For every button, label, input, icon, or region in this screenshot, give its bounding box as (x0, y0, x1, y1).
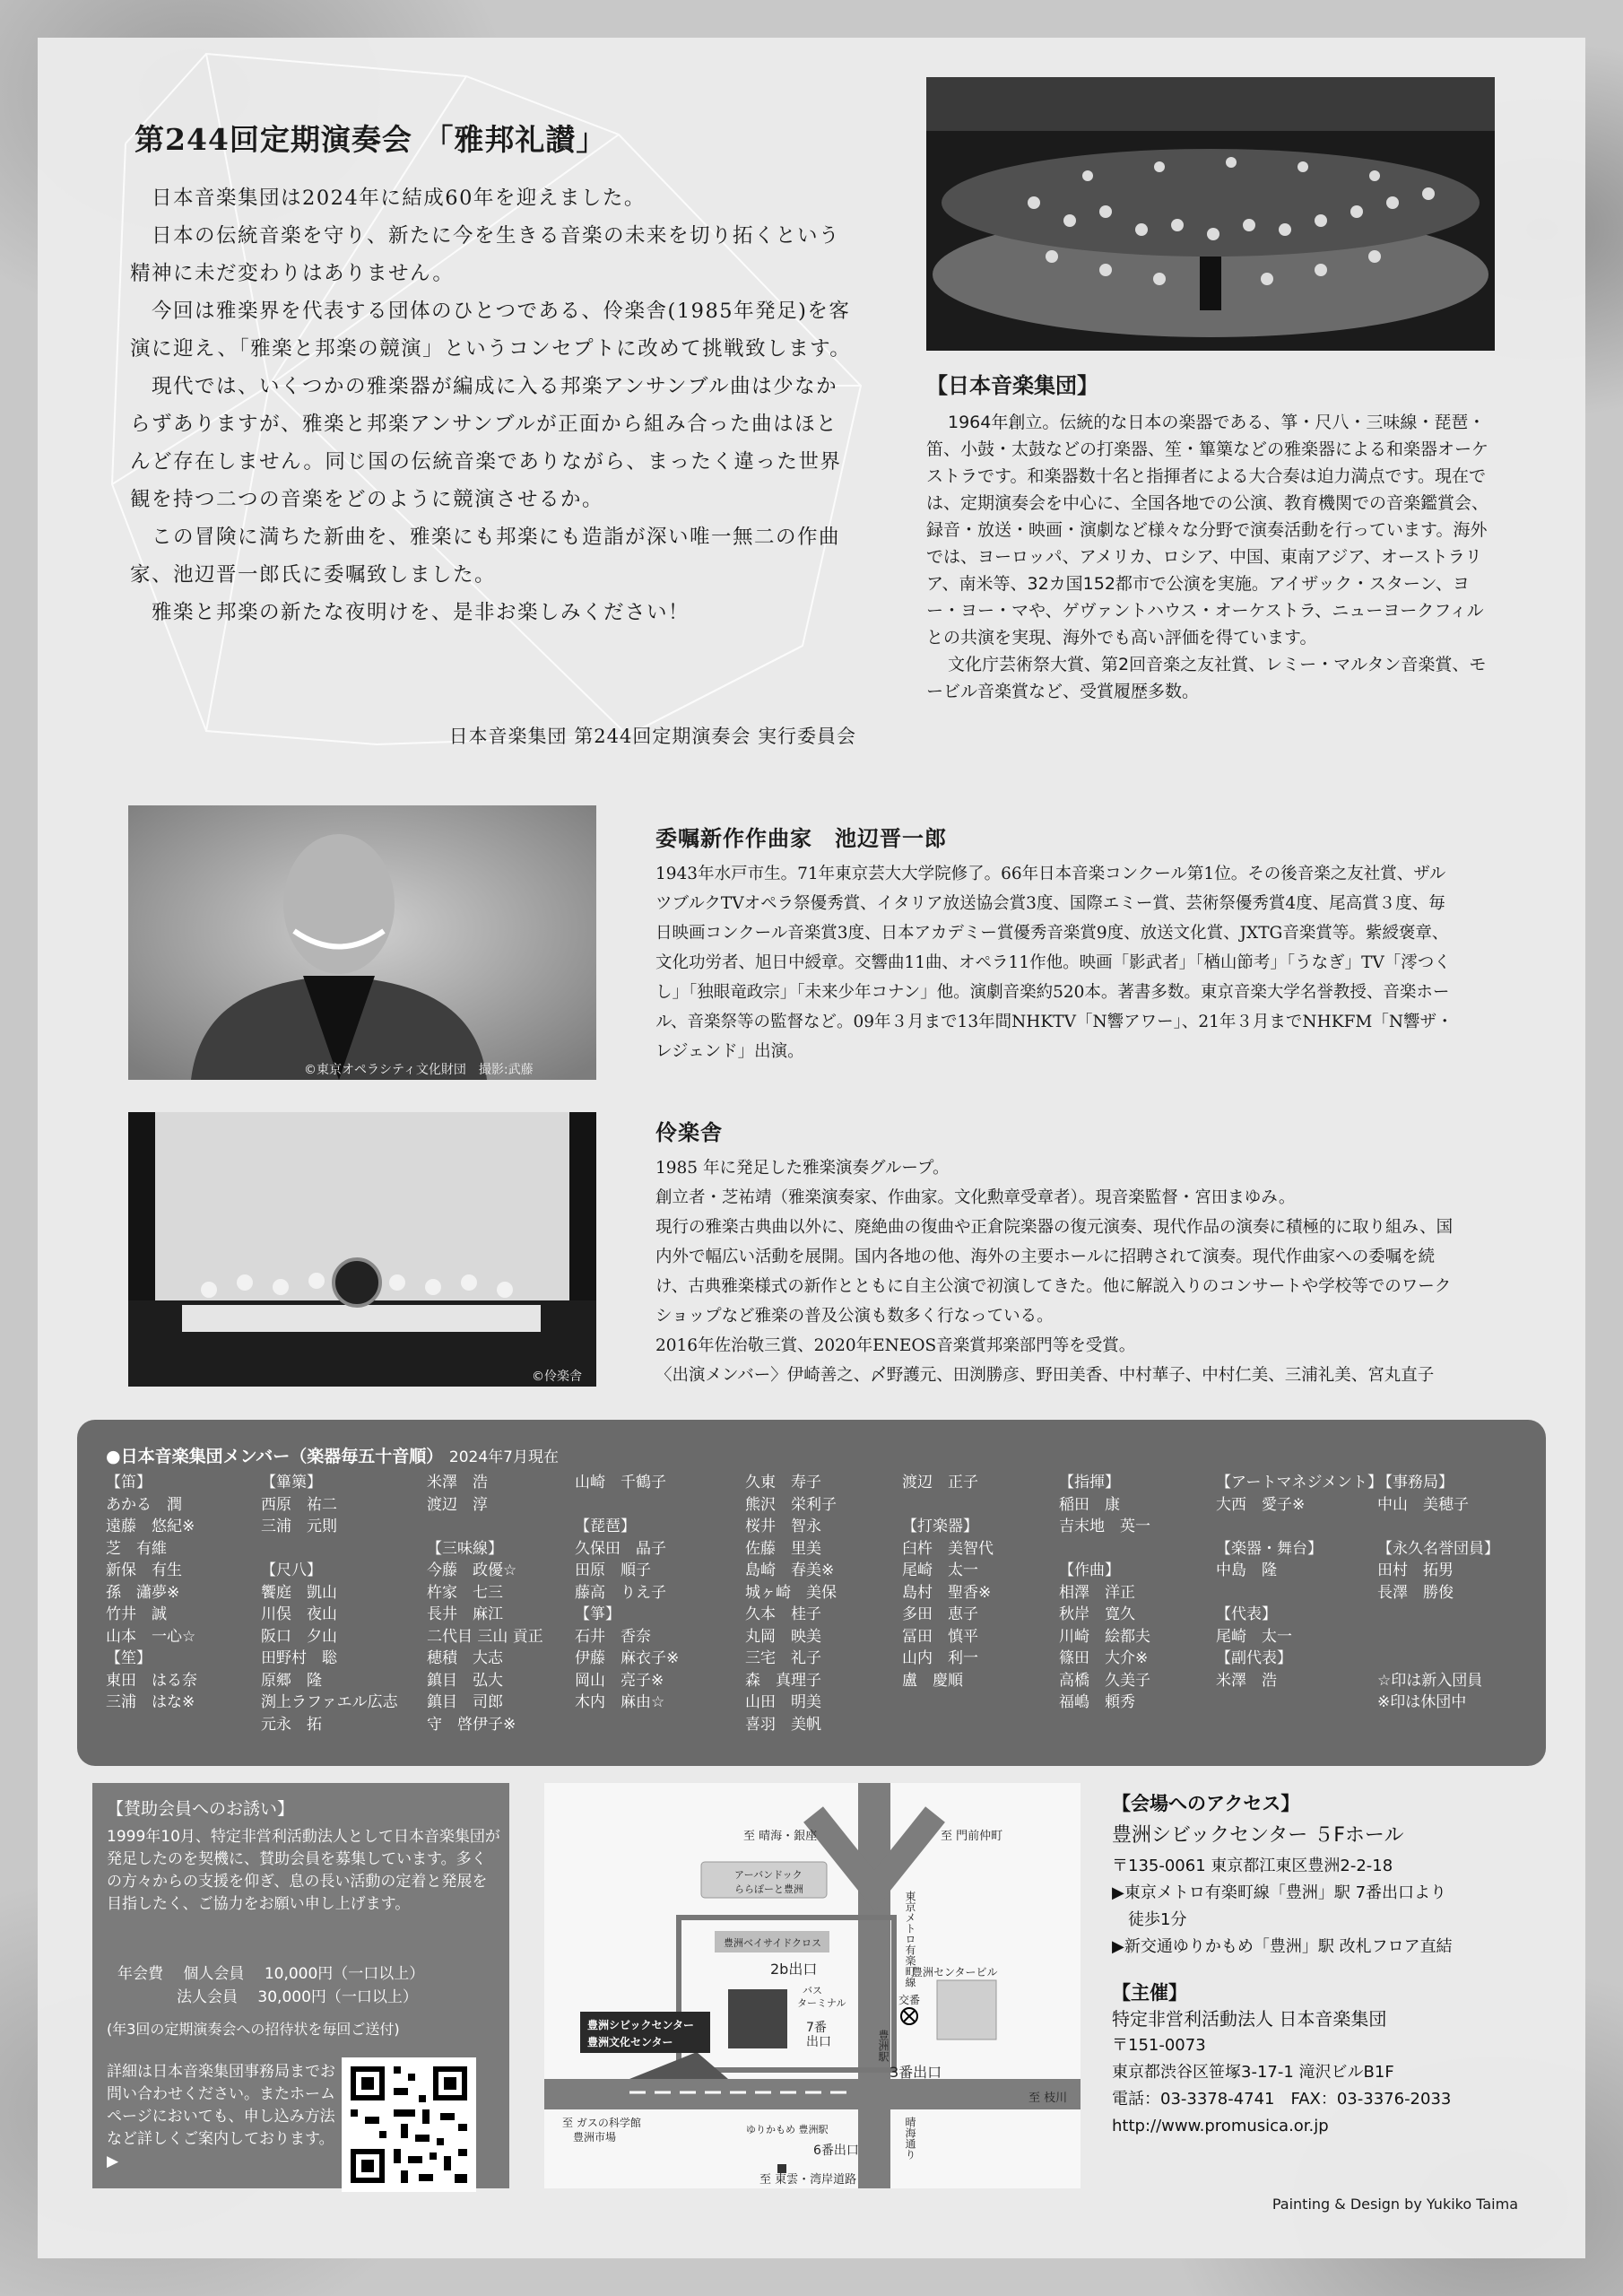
reigakusha-title: 伶楽舎 (655, 1120, 723, 1145)
member-entry: 高橋 久美子 (1059, 1671, 1150, 1690)
intro-paragraph: 日本音楽集団は2024年に結成60年を迎えました。 (152, 187, 646, 210)
member-entry: 石井 香奈 (575, 1627, 651, 1646)
map-road-horizontal (544, 2079, 1081, 2109)
member-entry: 【代表】 (1216, 1605, 1277, 1623)
fee-label: 年会費 (117, 1965, 163, 1983)
member-entry: ☆印は新入団員 (1377, 1671, 1483, 1690)
map-label: 東京メトロ有楽町線 (904, 1891, 916, 1987)
member-entry: 尾崎 太一 (902, 1561, 978, 1579)
map-road-vertical (858, 1783, 890, 2188)
reigakusha-bio-line: 2016年佐治敬三賞、2020年ENEOS音楽賞邦楽部門等を受賞。 (655, 1336, 1136, 1355)
members-heading-text: ●日本音楽集団メンバー（楽器毎五十音順） (106, 1447, 444, 1466)
map-label: バス (803, 1985, 822, 1996)
member-entry: 米澤 浩 (1216, 1671, 1277, 1690)
member-entry: 原郷 隆 (261, 1671, 322, 1690)
member-entry: 竹井 誠 (106, 1605, 167, 1623)
member-entry: 田原 順子 (575, 1561, 651, 1579)
member-entry: 【副代表】 (1216, 1649, 1292, 1667)
intro-paragraph: 雅楽と邦楽の新たな夜明けを、是非お楽しみください！ (152, 601, 690, 624)
member-entry: 島崎 春美※ (745, 1561, 835, 1579)
member-entry: 今藤 政優☆ (427, 1561, 517, 1579)
concert-title: 第244回定期演奏会 「雅邦礼讃」 (135, 122, 607, 157)
member-entry: 長井 麻江 (427, 1605, 503, 1623)
members-column (1059, 1472, 1150, 1714)
member-entry: 【指揮】 (1059, 1474, 1120, 1492)
access-info (1112, 1789, 1542, 2140)
member-entry: 渡辺 正子 (902, 1474, 978, 1492)
member-entry: ※印は休団中 (1377, 1693, 1467, 1711)
member-entry: 米澤 浩 (427, 1474, 488, 1492)
support-body: 1999年10月、特定非営利活動法人として日本音楽集団が発足したのを契機に、賛助会員を募集しています。多くの方々からの支援を仰ぎ、息の長い活動の定着と発展を目指したく、ご協力をお願い申し上げます。 (107, 1828, 500, 1913)
map-label: 豊洲市場 (573, 2131, 617, 2144)
map-label: 至 枝川 (1028, 2092, 1068, 2105)
member-entry: 稲田 康 (1059, 1495, 1120, 1514)
map-label: 豊洲センタービル (912, 1966, 998, 1979)
access-route: ▶東京メトロ有楽町線「豊洲」駅 7番出口より (1112, 1883, 1447, 1902)
support-title: 【賛助会員へのお誘い】 (107, 1799, 295, 1819)
map-label: 豊洲文化センター (587, 2036, 673, 2048)
map-label: 至 晴海・銀座 (743, 1830, 818, 1843)
members-column (1216, 1472, 1383, 1692)
member-entry: 中山 美穂子 (1377, 1495, 1469, 1514)
member-entry: 杵家 七三 (427, 1583, 503, 1602)
map-label: ゆりかもめ 豊洲駅 (746, 2124, 829, 2135)
map-label: 出口 (806, 2035, 831, 2049)
member-entry: 鎮目 弘大 (427, 1671, 503, 1690)
committee-signature: 日本音楽集団 第244回定期演奏会 実行委員会 (448, 726, 856, 747)
map-label: 3番出口 (890, 2064, 942, 2081)
composer-photo-caption: ©東京オペラシティ文化財団 撮影:武藤 (304, 1063, 534, 1077)
access-route: 徒歩1分 (1128, 1910, 1187, 1929)
member-entry (575, 1494, 679, 1517)
members-heading (106, 1443, 559, 1467)
member-entry: 【箏】 (575, 1605, 621, 1623)
qr-code-graphic (342, 2057, 476, 2192)
map-label: 至 ガスの科学館 (562, 2117, 641, 2129)
host-phone: 電話：03-3378-4741 FAX：03-3376-2033 (1112, 2090, 1452, 2109)
members-box (77, 1420, 1546, 1766)
composer-bio-text: 1943年水戸市生。71年東京芸大大学院修了。66年日本音楽コンクール第1位。その後音楽之友社賞、ザルツブルクTVオペラ祭優秀賞、イタリア放送協会賞3度、国際エミー賞、芸術祭優秀賞4度、尾高賞３度、毎日映画コンクール音楽賞3度、日本アカデミー賞優秀音楽賞9度、放送文化賞、JXTG音楽賞等。紫綬褒章、文化功労者、旭日中綬章。交響曲11曲、オペラ11作他。映画「影武者」「楢山節考」「うなぎ」TV「澪つくし」「独眼竜政宗」「未来少年コナン」他。演劇音楽約520本。著書多数。東京音楽大学名誉教授、音楽ホール、音楽祭等の監督など。09年３月まで13年間NHKTV「N響アワー」、21年３月までNHKFM「N響ザ・レジェンド」出演。 (655, 865, 1454, 1061)
member-entry: 盧 慶順 (902, 1671, 963, 1690)
map-label: 2b出口 (770, 1961, 818, 1978)
member-entry: 【三味線】 (427, 1539, 503, 1558)
member-entry (1216, 1582, 1383, 1605)
member-entry (1377, 1626, 1499, 1648)
members-column (902, 1472, 994, 1692)
group-description (926, 409, 1500, 705)
member-entry: 【笙】 (106, 1649, 152, 1667)
member-entry: 桜井 智永 (745, 1518, 821, 1535)
member-entry: 孫 瀟夢※ (106, 1583, 180, 1602)
reigakusha-bio-line: 創立者・芝祐靖（雅楽演奏家、作曲家。文化勲章受章者）。現音楽監督・宮田まゆみ。 (655, 1188, 1296, 1207)
member-entry: 穂積 大志 (427, 1649, 503, 1667)
member-entry (1377, 1648, 1499, 1670)
members-column (1377, 1472, 1499, 1714)
map-label: 6番出口 (813, 2144, 859, 2158)
member-entry: 新保 有生 (106, 1561, 182, 1579)
intro-paragraph: 今回は雅楽界を代表する団体のひとつである、伶楽舎(1985年発足)を客演に迎え、「雅楽と邦楽の競演」というコンセプトに改めて挑戦致します。 (130, 300, 852, 361)
composer-photo (128, 805, 596, 1080)
group-paragraph: 1964年創立。伝統的な日本の楽器である、箏・尺八・三味線・琵琶・笛、小鼓・太鼓などの打楽器、笙・篳篥などの雅楽器による和楽器オーケストラです。和楽器数十名と指揮者による大合奏は迫力満点です。現在では、定期演奏会を中心に、全国各地での公演、教育機関での音楽鑑賞会、録音・放送・映画・演劇など様々な分野で演奏活動を行っています。海外では、ヨーロッパ、アメリカ、ロシア、中国、東南アジア、オーストラリア、南米等、32カ国152都市で公演を実施。アイザック・スターン、ヨー・ヨー・マや、ゲヴァントハウス・オーケストラ、ニューヨークフィルとの共演を実現、海外でも高い評価を得ています。 (926, 413, 1489, 648)
members-column (745, 1472, 837, 1735)
member-entry: 岡山 亮子※ (575, 1671, 664, 1690)
map-block-civic-center (728, 1989, 787, 2048)
members-column (575, 1472, 679, 1714)
member-entry: 長澤 勝俊 (1377, 1583, 1454, 1602)
design-credit: Painting & Design by Yukiko Taima (1271, 2196, 1518, 2213)
member-entry: 【永久名誉団員】 (1377, 1539, 1499, 1558)
member-entry: 西原 祐二 (261, 1495, 337, 1514)
member-entry: 三浦 はな※ (106, 1693, 195, 1711)
members-column (427, 1472, 543, 1735)
member-entry: 多田 恵子 (902, 1605, 978, 1623)
members-date: 2024年7月現在 (448, 1448, 559, 1466)
composer-bio (655, 859, 1458, 1066)
support-fee-row (177, 1984, 418, 2006)
member-entry: 秋岸 寛久 (1059, 1605, 1135, 1623)
member-entry (261, 1538, 398, 1561)
member-entry: 田野村 聡 (261, 1649, 337, 1667)
member-entry: 三浦 元則 (261, 1518, 337, 1535)
map-label: 至 東雲・湾岸道路 (759, 2173, 857, 2187)
map-label: 交番 (898, 1994, 921, 2006)
member-entry: 福嶋 頼秀 (1059, 1693, 1135, 1711)
member-entry (1216, 1516, 1383, 1538)
orchestra-photo (926, 77, 1495, 351)
fee-type: 個人会員 (183, 1965, 245, 1983)
map-label: 豊洲シビックセンター (587, 2019, 695, 2031)
member-entry: 木内 麻由☆ (575, 1693, 665, 1711)
member-entry: 山内 利一 (902, 1649, 978, 1667)
member-entry: 【作曲】 (1059, 1561, 1120, 1579)
member-entry: 【アートマネジメント】 (1216, 1474, 1383, 1492)
member-entry: 丸岡 映美 (745, 1627, 821, 1646)
intro-paragraph: この冒険に満ちた新曲を、雅楽にも邦楽にも造詣が深い唯一無二の作曲家、池辺晋一郎氏に委嘱致しました。 (130, 526, 841, 587)
map-label: 豊洲ベイサイドクロス (724, 1937, 822, 1949)
fee-type: 法人会員 (177, 1988, 238, 2006)
member-entry: 川崎 絵都夫 (1059, 1627, 1150, 1646)
members-column (261, 1472, 398, 1735)
member-entry: 【篳篥】 (261, 1474, 322, 1492)
member-entry: 三宅 礼子 (745, 1649, 821, 1667)
member-entry: 鎮目 司郎 (427, 1693, 503, 1711)
member-entry: 渕上ラファエル広志 (261, 1693, 398, 1711)
member-entry: 【打楽器】 (902, 1518, 978, 1535)
map-label: アーバンドック (734, 1869, 803, 1881)
support-detail-link[interactable]: 詳細は日本音楽集団事務局までお問い合わせください。またホームページにおいても、申し込み方法など詳しくご案内しております。 ▶ (107, 2063, 335, 2170)
member-entry: 【琵琶】 (575, 1518, 636, 1535)
member-entry: 篠田 大介※ (1059, 1649, 1149, 1667)
intro-paragraph: 日本の伝統音楽を守り、新たに今を生きる音楽の未来を切り拓くという精神に未だ変わりはありません。 (130, 224, 841, 285)
access-route: ▶新交通ゆりかもめ「豊洲」駅 改札フロア直結 (1112, 1937, 1453, 1956)
member-entry: 川俣 夜山 (261, 1605, 337, 1623)
member-entry: 元永 拓 (261, 1715, 322, 1734)
member-entry: 吉末地 英一 (1059, 1518, 1150, 1535)
support-fee-row (117, 1961, 424, 1983)
map-label: 7番 (806, 2021, 827, 2035)
member-entry: 【笛】 (106, 1474, 152, 1492)
member-entry: 【楽器・舞台】 (1216, 1539, 1323, 1558)
reigakusha-bio-line: 1985 年に発足した雅楽演奏グループ。 (655, 1159, 950, 1178)
support-box (92, 1783, 509, 2188)
member-entry: 熊沢 栄利子 (745, 1495, 837, 1514)
member-entry (1059, 1538, 1150, 1561)
map-label: 豊洲駅 (877, 2030, 890, 2062)
member-entry: 久保田 晶子 (575, 1539, 666, 1558)
member-entry: 饗庭 凱山 (261, 1583, 337, 1602)
member-entry: 東田 はる奈 (106, 1671, 197, 1690)
support-note: (年3回の定期演奏会への招待状を毎回ご送付) (107, 2021, 400, 2038)
group-paragraph: 文化庁芸術祭大賞、第2回音楽之友社賞、レミー・マルタン音楽賞、モービル音楽賞など、受賞履歴多数。 (926, 655, 1487, 701)
member-entry: 森 真理子 (745, 1671, 821, 1690)
member-entry: 相澤 洋正 (1059, 1583, 1135, 1602)
intro-paragraph: 現代では、いくつかの雅楽器が編成に入る邦楽アンサンブル曲は少なからずありますが、雅楽と邦楽アンサンブルが正面から組み合った曲はほとんど存在しません。同じ国の伝統音楽でありながら、まったく違った世界観を持つ二つの音楽をどのように競演させるか。 (130, 375, 842, 511)
member-entry (1377, 1516, 1499, 1538)
reigakusha-bio-line: 現行の雅楽古典曲以外に、廃絶曲の復曲や正倉院楽器の復元演奏、現代作品の演奏に積極的に取り組み、国内外で幅広い活動を展開。国内各地の他、海外の主要ホールに招聘されて演奏。現代作曲家への委嘱を続け、古典雅楽様式の新作とともに自主公演で初演してきた。他に解説入りのコンサートや学校等でのワークショップなど雅楽の普及公演も数多く行なっている。 (655, 1218, 1454, 1326)
member-entry: 冨田 慎平 (902, 1627, 978, 1646)
map-label: 晴海通り (904, 2117, 916, 2160)
qr-code[interactable] (342, 2057, 476, 2192)
members-column (106, 1472, 197, 1714)
venue-name: 豊洲シビックセンター ５Fホール (1112, 1824, 1404, 1847)
member-entry: 山田 明美 (745, 1693, 821, 1711)
member-entry: 山本 一心☆ (106, 1627, 196, 1646)
member-entry: 中島 隆 (1216, 1561, 1277, 1579)
map-label: ターミナル (797, 1997, 846, 2009)
member-entry: 阪口 夕山 (261, 1627, 337, 1646)
fee-amount: 10,000円（一口以上） (264, 1965, 425, 1983)
member-entry: 渡辺 淳 (427, 1495, 488, 1514)
fee-amount: 30,000円（一口以上） (257, 1988, 418, 2006)
member-entry (427, 1516, 543, 1538)
member-entry: 二代目 三山 貢正 (427, 1627, 543, 1646)
host-url[interactable]: http://www.promusica.or.jp (1112, 2117, 1329, 2135)
member-entry: 守 啓伊子※ (427, 1715, 516, 1734)
reigakusha-bio (655, 1153, 1458, 1390)
member-entry (902, 1494, 994, 1517)
member-entry: 藤高 りえ子 (575, 1583, 666, 1602)
member-entry: 城ヶ崎 美保 (745, 1583, 837, 1602)
host-address: 東京都渋谷区笹塚3-17-1 滝沢ビルB1F (1112, 2063, 1394, 2082)
member-entry: 伊藤 麻衣子※ (575, 1649, 680, 1667)
member-entry: 芝 有維 (106, 1539, 167, 1558)
member-entry: 大西 愛子※ (1216, 1495, 1306, 1514)
reigakusha-photo-caption: ©伶楽舎 (532, 1370, 582, 1384)
member-entry: 島村 聖香※ (902, 1583, 992, 1602)
member-entry: 久本 桂子 (745, 1605, 821, 1623)
venue-address: 〒135-0061 東京都江東区豊洲2-2-18 (1112, 1857, 1393, 1875)
access-map (544, 1783, 1081, 2188)
member-entry: 【尺八】 (261, 1561, 322, 1579)
group-heading: 【日本音楽集団】 (926, 373, 1098, 398)
member-entry (1377, 1604, 1499, 1626)
concert-intro (130, 179, 856, 631)
map-graphic (544, 1783, 1081, 2188)
member-entry: 山崎 千鶴子 (575, 1474, 666, 1492)
member-entry: 臼杵 美智代 (902, 1539, 994, 1558)
host-zip: 〒151-0073 (1112, 2036, 1206, 2055)
access-heading: 【会場へのアクセス】 (1112, 1793, 1300, 1814)
member-entry: 喜羽 美帆 (745, 1715, 821, 1734)
member-entry: あかる 潤 (106, 1495, 182, 1514)
reigakusha-photo (128, 1112, 596, 1387)
host-name: 特定非営利活動法人 日本音楽集団 (1112, 2008, 1387, 2030)
member-entry: 尾崎 太一 (1216, 1627, 1292, 1646)
map-label: ららぽーと豊洲 (734, 1883, 803, 1895)
reigakusha-bio-line: 〈出演メンバー〉伊崎善之、〆野護元、田渕勝彦、野田美香、中村華子、中村仁美、三浦礼美、宮丸直子 (655, 1366, 1435, 1385)
member-entry: 久東 寿子 (745, 1474, 821, 1492)
member-entry: 遠藤 悠紀※ (106, 1518, 195, 1535)
map-label: 至 門前仲町 (941, 1830, 1003, 1843)
composer-title: 委嘱新作作曲家 池辺晋一郎 (655, 826, 947, 851)
member-entry: 佐藤 里美 (745, 1539, 821, 1558)
member-entry: 田村 拓男 (1377, 1561, 1454, 1579)
host-heading: 【主催】 (1112, 1982, 1187, 2004)
map-block-center-building (937, 1980, 996, 2039)
member-entry: 【事務局】 (1377, 1474, 1454, 1492)
